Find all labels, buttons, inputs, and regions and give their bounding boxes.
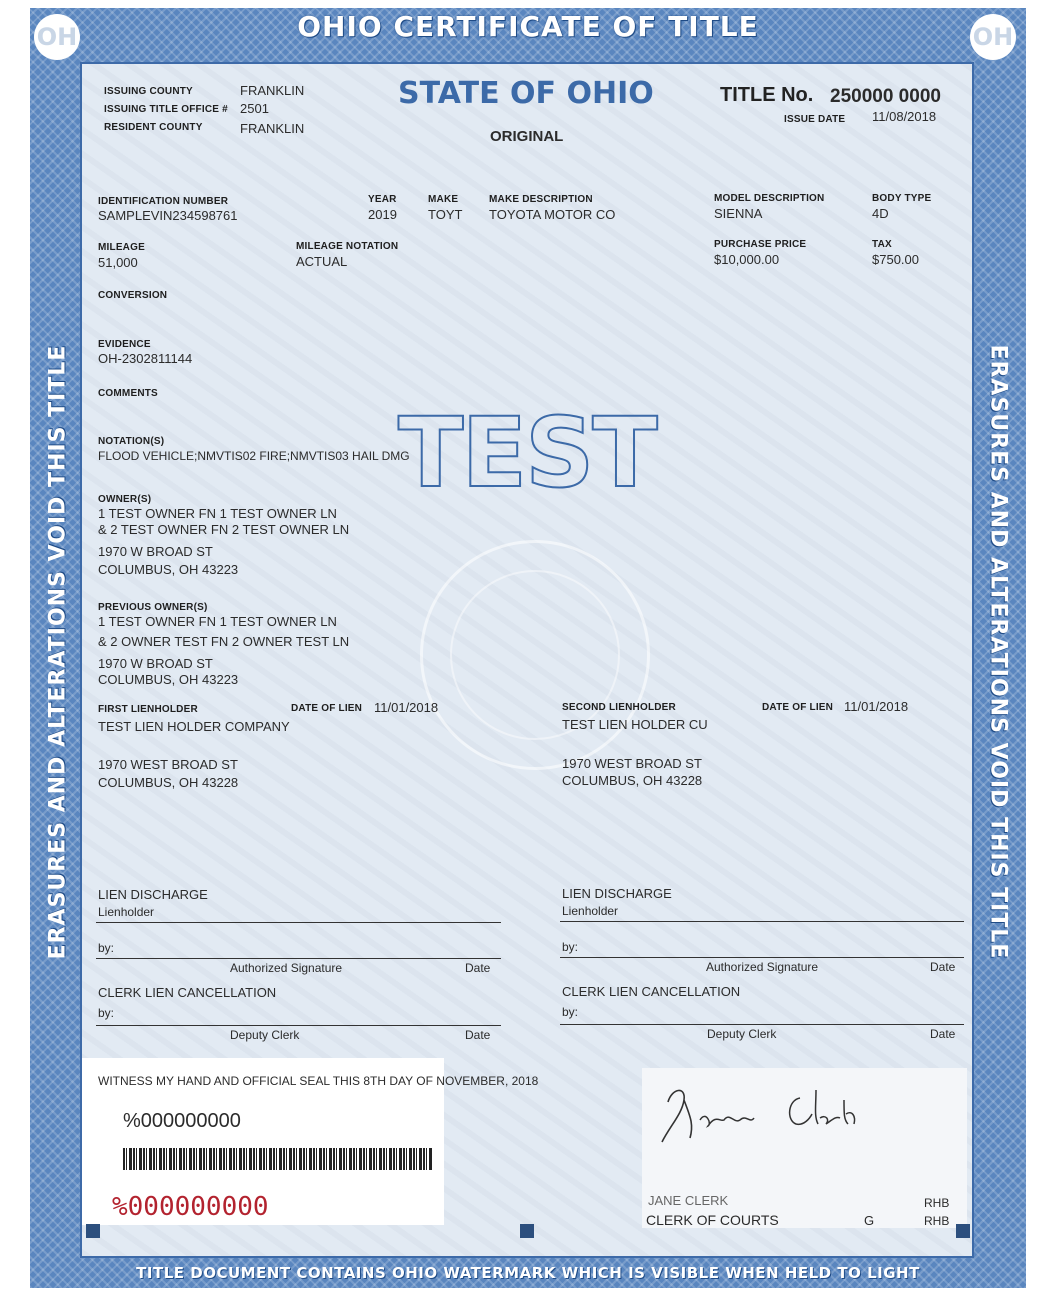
watermark-notice: TITLE DOCUMENT CONTAINS OHIO WATERMARK WHICH IS VISIBLE WHEN HELD TO LIGHT: [136, 1264, 920, 1282]
year-label: YEAR: [368, 194, 397, 205]
tax-value: $750.00: [872, 252, 919, 267]
lienholder-caption-right: Lienholder: [562, 904, 619, 918]
witness-statement: WITNESS MY HAND AND OFFICIAL SEAL THIS 8TH DAY OF NOVEMBER, 2018: [98, 1074, 539, 1088]
date-caption-left: Date: [465, 961, 491, 975]
notations-value: FLOOD VEHICLE;NMVTIS02 FIRE;NMVTIS03 HAIL DMG: [98, 449, 410, 463]
owner-address-2: COLUMBUS, OH 43223: [98, 562, 239, 577]
registration-mark-center: [520, 1224, 534, 1238]
make-description-value: TOYOTA MOTOR CO: [489, 207, 616, 222]
tax-label: TAX: [872, 239, 892, 250]
control-code-red: %000000000: [112, 1192, 269, 1222]
corner-oh-mark-left: OH: [34, 14, 80, 60]
make-label: MAKE: [428, 194, 459, 205]
body-type-value: 4D: [872, 206, 889, 221]
code-rhb-2: RHB: [924, 1214, 950, 1228]
authorized-signature-caption-left: Authorized Signature: [230, 961, 343, 975]
owner-line-1: 1 TEST OWNER FN 1 TEST OWNER LN: [98, 506, 337, 521]
clerk-name: JANE CLERK: [648, 1193, 729, 1208]
code-rhb-1: RHB: [924, 1196, 950, 1210]
first-lien-date: 11/01/2018: [374, 700, 439, 715]
clerk-date-caption-left: Date: [465, 1028, 491, 1042]
right-warning-text: ERASURES AND ALTERATIONS VOID THIS TITLE: [985, 344, 1011, 960]
owner-address-1: 1970 W BROAD ST: [98, 544, 213, 559]
second-lien-date: 11/01/2018: [844, 699, 909, 714]
mileage-notation-value: ACTUAL: [296, 254, 348, 269]
issuing-county-value: FRANKLIN: [240, 83, 305, 98]
copy-type: ORIGINAL: [490, 128, 564, 145]
first-lienholder-address-1: 1970 WEST BROAD ST: [98, 757, 238, 772]
model-description-value: SIENNA: [714, 206, 763, 221]
authorized-signature-line-left[interactable]: [96, 958, 501, 959]
purchase-price-label: PURCHASE PRICE: [714, 239, 807, 250]
evidence-value: OH-2302811144: [98, 351, 193, 366]
state-seal-inner-ring: [450, 570, 620, 740]
first-lienholder-label: FIRST LIENHOLDER: [98, 704, 198, 715]
mileage-notation-label: MILEAGE NOTATION: [296, 241, 399, 252]
issue-date: 11/08/2018: [872, 109, 937, 124]
resident-county-label: RESIDENT COUNTY: [104, 122, 203, 133]
corner-oh-mark-right: OH: [970, 14, 1016, 60]
lienholder-line-left[interactable]: [96, 922, 501, 923]
state-heading: STATE OF OHIO: [398, 76, 654, 111]
make-value: TOYT: [428, 207, 463, 222]
authorized-signature-line-right[interactable]: [560, 957, 964, 958]
year-value: 2019: [368, 207, 397, 222]
deputy-clerk-line-left[interactable]: [96, 1025, 501, 1026]
conversion-label: CONVERSION: [98, 290, 168, 301]
issuing-office-label: ISSUING TITLE OFFICE #: [104, 104, 228, 115]
vin-value: SAMPLEVIN234598761: [98, 208, 238, 223]
deputy-clerk-caption-right: Deputy Clerk: [707, 1027, 777, 1041]
clerk-lien-cancellation-left: CLERK LIEN CANCELLATION: [98, 985, 277, 1000]
model-description-label: MODEL DESCRIPTION: [714, 193, 825, 204]
make-description-label: MAKE DESCRIPTION: [489, 194, 593, 205]
second-lienholder-name: TEST LIEN HOLDER CU: [562, 717, 708, 732]
owners-label: OWNER(S): [98, 494, 152, 505]
second-lienholder-label: SECOND LIENHOLDER: [562, 702, 676, 713]
first-lien-date-label: DATE OF LIEN: [291, 703, 363, 714]
previous-owner-address-2: COLUMBUS, OH 43223: [98, 672, 239, 687]
by-label-left: by:: [98, 941, 115, 955]
authorized-signature-caption-right: Authorized Signature: [706, 960, 819, 974]
lienholder-line-right[interactable]: [560, 921, 964, 922]
resident-county-value: FRANKLIN: [240, 121, 305, 136]
by-label-right: by:: [562, 940, 579, 954]
control-code-black: %000000000: [123, 1110, 241, 1132]
clerk-by-label-right: by:: [562, 1005, 579, 1019]
date-caption-right: Date: [930, 960, 956, 974]
second-lien-date-label: DATE OF LIEN: [762, 702, 834, 713]
clerk-office-title: CLERK OF COURTS: [646, 1212, 779, 1228]
second-lienholder-address-1: 1970 WEST BROAD ST: [562, 756, 702, 771]
test-stamp: TEST: [398, 397, 656, 509]
previous-owner-line-1: 1 TEST OWNER FN 1 TEST OWNER LN: [98, 614, 337, 629]
vin-label: IDENTIFICATION NUMBER: [98, 196, 229, 207]
code-g: G: [864, 1213, 875, 1228]
mileage-label: MILEAGE: [98, 242, 145, 253]
comments-label: COMMENTS: [98, 388, 158, 399]
left-warning-text: ERASURES AND ALTERATIONS VOID THIS TITLE: [45, 344, 71, 960]
lien-discharge-title-right: LIEN DISCHARGE: [562, 886, 672, 901]
clerk-date-caption-right: Date: [930, 1027, 956, 1041]
lien-discharge-title-left: LIEN DISCHARGE: [98, 887, 208, 902]
previous-owner-address-1: 1970 W BROAD ST: [98, 656, 213, 671]
registration-mark-left: [86, 1224, 100, 1238]
mileage-value: 51,000: [98, 255, 138, 270]
title-number-label: TITLE No.: [720, 84, 814, 106]
deputy-clerk-line-right[interactable]: [560, 1024, 964, 1025]
issuing-county-label: ISSUING COUNTY: [104, 86, 193, 97]
notations-label: NOTATION(S): [98, 436, 165, 447]
issue-date-label: ISSUE DATE: [784, 114, 846, 125]
certificate-heading: OHIO CERTIFICATE OF TITLE: [297, 10, 759, 43]
owner-line-2: & 2 TEST OWNER FN 2 TEST OWNER LN: [98, 522, 350, 537]
signature-text: [210, 1110, 215, 1126]
first-lienholder-name: TEST LIEN HOLDER COMPANY: [98, 719, 290, 734]
purchase-price-value: $10,000.00: [714, 252, 780, 267]
previous-owners-label: PREVIOUS OWNER(S): [98, 602, 208, 613]
issuing-office-value: 2501: [240, 101, 269, 116]
clerk-signature: [650, 1080, 880, 1150]
previous-owner-line-2: & 2 OWNER TEST FN 2 OWNER TEST LN: [98, 634, 350, 649]
evidence-label: EVIDENCE: [98, 339, 151, 350]
body-type-label: BODY TYPE: [872, 193, 932, 204]
lienholder-caption-left: Lienholder: [98, 905, 155, 919]
barcode: [123, 1148, 433, 1170]
second-lienholder-address-2: COLUMBUS, OH 43228: [562, 773, 703, 788]
deputy-clerk-caption-left: Deputy Clerk: [230, 1028, 300, 1042]
registration-mark-right: [956, 1224, 970, 1238]
clerk-lien-cancellation-right: CLERK LIEN CANCELLATION: [562, 984, 741, 999]
first-lienholder-address-2: COLUMBUS, OH 43228: [98, 775, 239, 790]
clerk-by-label-left: by:: [98, 1006, 115, 1020]
title-number: 250000 0000: [830, 86, 941, 107]
